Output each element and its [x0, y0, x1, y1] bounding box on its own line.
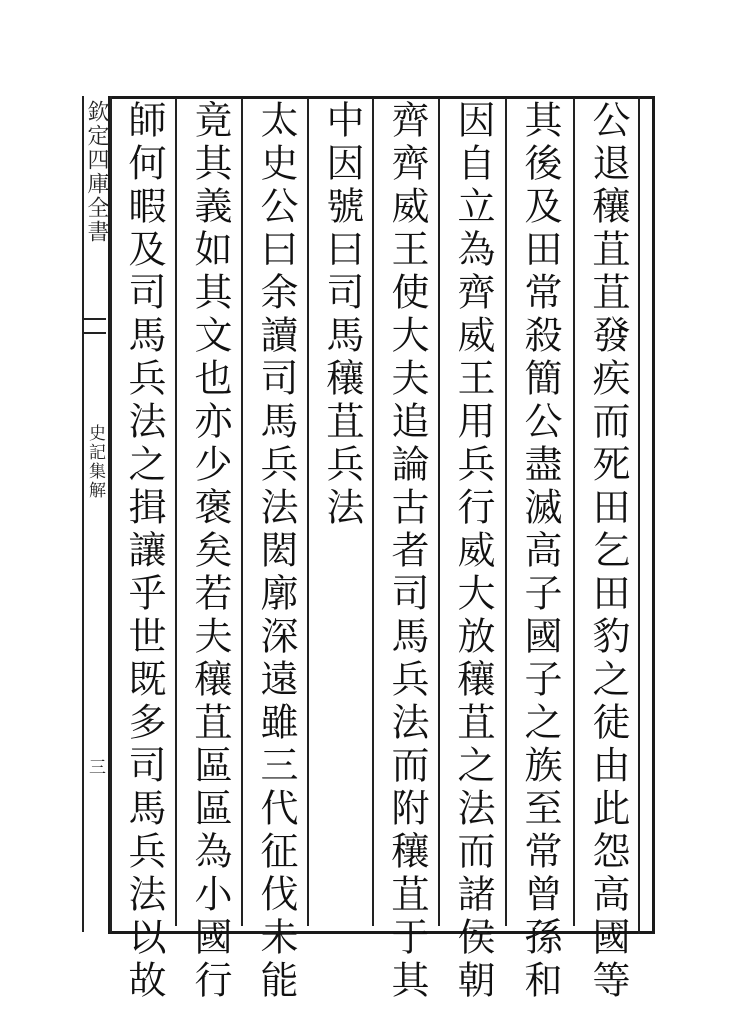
gutter-title: 欽定四庫全書 — [84, 100, 109, 244]
column-divider — [241, 98, 243, 926]
text-column: 因自立為齊威王用兵行威大放穰苴之法而諸侯朝 — [451, 100, 495, 1003]
gutter-book-title: 史記集解 — [85, 424, 105, 500]
text-column: 中因號曰司馬穰苴兵法 — [320, 100, 364, 530]
gutter-page-number: 三 — [85, 758, 105, 775]
text-column: 公退穰苴苴發疾而死田乞田豹之徒由此怨高國等 — [586, 100, 630, 1003]
text-column: 齊齊威王使大夫追論古者司馬兵法而附穰苴于其 — [385, 100, 429, 1003]
column-divider — [505, 98, 507, 926]
gutter-fishtail — [84, 318, 106, 334]
text-column: 其後及田常殺簡公盡滅高子國子之族至常曾孫和 — [518, 100, 562, 1003]
text-column: 竟其義如其文也亦少褒矣若夫穰苴區區為小國行 — [188, 100, 232, 1003]
column-divider — [573, 98, 575, 926]
text-column: 師何暇及司馬兵法之揖讓乎世既多司馬兵法以故 — [122, 100, 166, 1003]
frame-right-rule — [638, 96, 640, 934]
column-divider — [307, 98, 309, 926]
column-divider — [372, 98, 374, 926]
column-divider — [438, 98, 440, 926]
text-column: 太史公曰余讀司馬兵法閎廓深遠雖三代征伐未能 — [254, 100, 298, 1003]
column-divider — [175, 98, 177, 926]
